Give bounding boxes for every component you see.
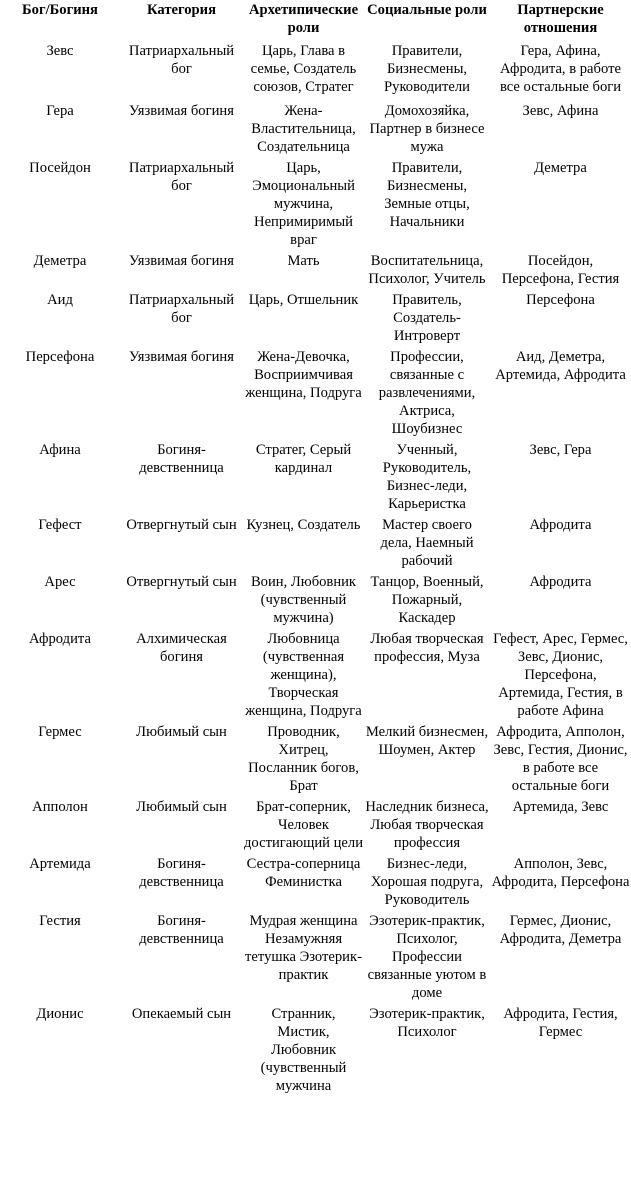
category-cell: Алхимическая богиня <box>136 631 227 665</box>
table-row <box>0 912 631 1005</box>
archetypal-roles-cell: Проводник, Хитрец, Посланник богов, Брат <box>248 724 359 794</box>
god-name-cell: Гера <box>46 103 74 119</box>
partner-relations-cell: Деметра <box>534 160 587 176</box>
category-cell: Отвергнутый сын <box>126 517 237 533</box>
archetypal-roles-cell: Любовница (чувственная женщина), Творческая женщина, Подруга <box>245 631 362 719</box>
god-name-cell: Деметра <box>33 253 87 269</box>
table-row <box>0 798 631 855</box>
table-row <box>0 1005 631 1098</box>
category-cell: Отвергнутый сын <box>126 574 237 590</box>
header-archetypal-roles: Архетипические роли <box>248 2 359 36</box>
social-roles-cell: Бизнес-леди, Хорошая подруга, Руководитель <box>370 856 484 908</box>
god-name-cell: Посейдон <box>29 160 91 176</box>
social-roles-cell: Танцор, Военный, Пожарный, Каскадер <box>370 574 484 626</box>
god-name-cell: Дионис <box>36 1006 84 1022</box>
header-social-roles: Социальные роли <box>367 2 487 18</box>
archetypal-roles-cell: Царь, Эмоциональный мужчина, Непримиримый враг <box>252 160 355 248</box>
table-row <box>0 291 631 348</box>
god-name-cell: Арес <box>44 574 76 590</box>
category-cell: Патриархальный бог <box>128 292 235 326</box>
category-cell: Патриархальный бог <box>128 160 235 194</box>
god-name-cell: Артемида <box>29 856 91 872</box>
social-roles-cell: Правители, Бизнесмены, Руководители <box>384 43 470 95</box>
partner-relations-cell: Аид, Деметра, Артемида, Афродита <box>495 349 626 383</box>
archetypal-roles-cell: Воин, Любовник (чувственный мужчина) <box>250 574 357 626</box>
category-cell: Опекаемый сын <box>131 1006 232 1022</box>
partner-relations-cell: Зевс, Афина <box>522 103 599 119</box>
partner-relations-cell: Гефест, Арес, Гермес, Зевс, Дионис, Персефона, Артемида, Гестия, в работе Афина <box>493 631 628 719</box>
god-name-cell: Гермес <box>38 724 82 740</box>
table-row <box>0 102 631 159</box>
category-cell: Патриархальный бог <box>128 43 235 77</box>
archetypal-roles-cell: Странник, Мистик, Любовник (чувственный мужчина <box>260 1006 347 1094</box>
archetypal-roles-cell: Царь, Глава в семье, Создатель союзов, Стратег <box>250 43 357 95</box>
god-name-cell: Гефест <box>38 517 82 533</box>
table-row <box>0 630 631 723</box>
archetypal-roles-cell: Брат-соперник, Человек достигающий цели <box>244 799 364 851</box>
god-name-cell: Апполон <box>32 799 88 815</box>
table-row <box>0 723 631 798</box>
social-roles-cell: Правители, Бизнесмены, Земные отцы, Начальники <box>384 160 470 230</box>
table-body <box>0 42 631 1098</box>
social-roles-cell: Наследник бизнеса, Любая творческая профессия <box>365 799 489 851</box>
partner-relations-cell: Афродита <box>529 517 592 533</box>
category-cell: Уязвимая богиня <box>129 103 234 119</box>
social-roles-cell: Воспитательница, Психолог, Учитель <box>368 253 486 287</box>
category-cell: Богиня-девственница <box>139 913 224 947</box>
archetypal-roles-cell: Кузнец, Создатель <box>246 517 361 533</box>
god-name-cell: Зевс <box>46 43 74 59</box>
category-cell: Любимый сын <box>136 799 227 815</box>
partner-relations-cell: Зевс, Гера <box>529 442 592 458</box>
social-roles-cell: Правитель, Создатель-Интроверт <box>392 292 462 344</box>
table-row <box>0 159 631 252</box>
partner-relations-cell: Посейдон, Персефона, Гестия <box>501 253 620 287</box>
social-roles-cell: Мастер своего дела, Наемный рабочий <box>380 517 474 569</box>
table-row <box>0 441 631 516</box>
social-roles-cell: Профессии, связанные с развлечениями, Актриса, Шоубизнес <box>378 349 476 437</box>
archetypal-roles-cell: Стратег, Серый кардинал <box>255 442 352 476</box>
category-cell: Богиня-девственница <box>139 856 224 890</box>
partner-relations-cell: Афродита, Гестия, Гермес <box>503 1006 618 1040</box>
partner-relations-cell: Афродита, Апполон, Зевс, Гестия, Дионис, в работе все остальные боги <box>493 724 628 794</box>
table-row <box>0 252 631 291</box>
social-roles-cell: Любая творческая профессия, Муза <box>370 631 484 665</box>
partner-relations-cell: Артемида, Зевс <box>512 799 609 815</box>
social-roles-cell: Мелкий бизнесмен, Шоумен, Актер <box>365 724 489 758</box>
partner-relations-cell: Гера, Афина, Афродита, в работе все остальные боги <box>499 43 622 95</box>
table-row <box>0 348 631 441</box>
archetypal-roles-cell: Мудрая женщина Незамужняя тетушка Эзотерик-практик <box>245 913 362 983</box>
category-cell: Уязвимая богиня <box>129 349 234 365</box>
god-name-cell: Афина <box>39 442 81 458</box>
god-name-cell: Аид <box>47 292 73 308</box>
social-roles-cell: Эзотерик-практик, Психолог <box>369 1006 485 1040</box>
table-row <box>0 42 631 102</box>
god-name-cell: Афродита <box>29 631 91 647</box>
table-row <box>0 855 631 912</box>
partner-relations-cell: Апполон, Зевс, Афродита, Персефона <box>491 856 630 890</box>
partner-relations-cell: Гермес, Дионис, Афродита, Деметра <box>499 913 622 947</box>
header-god: Бог/Богиня <box>22 2 98 18</box>
archetypal-roles-cell: Сестра-соперница Феминистка <box>246 856 361 890</box>
header-row <box>0 1 631 42</box>
archetypal-roles-cell: Царь, Отшельник <box>248 292 359 308</box>
partner-relations-cell: Афродита <box>529 574 592 590</box>
category-cell: Любимый сын <box>136 724 227 740</box>
social-roles-cell: Эзотерик-практик, Психолог, Профессии связанные уютом в доме <box>367 913 487 1001</box>
table-row <box>0 573 631 630</box>
gods-table <box>0 1 631 1098</box>
table-row <box>0 516 631 573</box>
partner-relations-cell: Персефона <box>526 292 595 308</box>
archetypal-roles-cell: Мать <box>287 253 320 269</box>
god-name-cell: Персефона <box>25 349 95 365</box>
god-name-cell: Гестия <box>39 913 81 929</box>
social-roles-cell: Домохозяйка, Партнер в бизнесе мужа <box>369 103 485 155</box>
category-cell: Богиня-девственница <box>139 442 224 476</box>
archetypal-roles-cell: Жена-Девочка, Восприимчивая женщина, Подруга <box>245 349 362 401</box>
header-category: Категория <box>147 2 216 18</box>
archetypal-roles-cell: Жена-Властительница, Создательница <box>251 103 356 155</box>
header-partner-relations: Партнерские отношения <box>517 2 604 36</box>
social-roles-cell: Ученный, Руководитель, Бизнес-леди, Карьеристка <box>382 442 472 512</box>
category-cell: Уязвимая богиня <box>129 253 234 269</box>
